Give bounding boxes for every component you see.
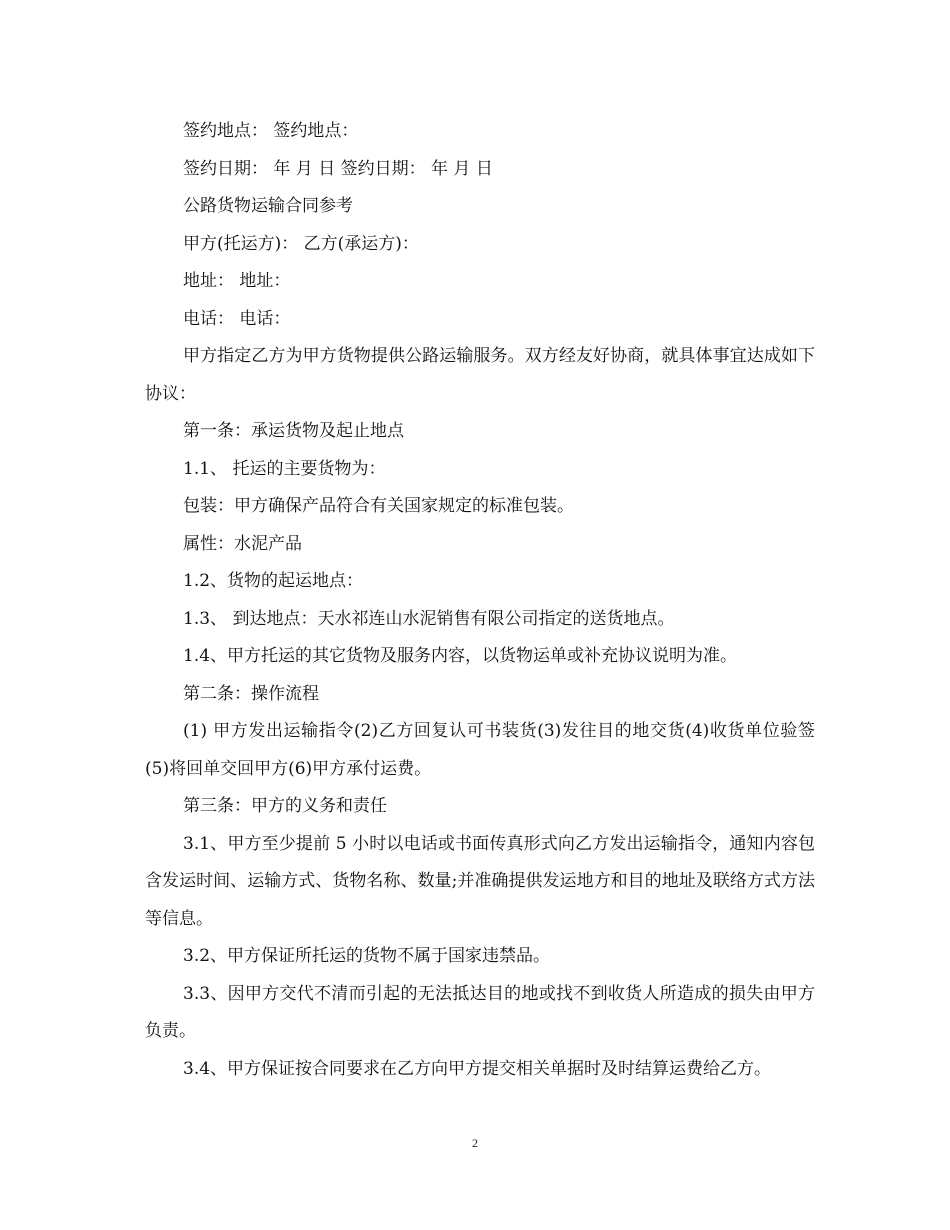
paragraph-clause-3-2: 3.2、甲方保证所托运的货物不属于国家违禁品。	[183, 946, 551, 966]
paragraph-parties: 甲方(托运方)： 乙方(承运方)：	[183, 233, 419, 254]
paragraph-article-2-heading: 第二条：操作流程	[183, 683, 319, 704]
paragraph-address: 地址： 地址：	[183, 271, 291, 291]
paragraph-clause-1-4: 1.4、甲方托运的其它货物及服务内容，以货物运单或补充协议说明为准。	[183, 646, 738, 666]
paragraph-attribute: 属性：水泥产品	[183, 533, 302, 554]
paragraph-clause-1-1: 1.1、 托运的主要货物为：	[183, 458, 386, 479]
paragraph-clause-3-3: 3.3、因甲方交代不清而引起的无法抵达目的地或找不到收货人所造成的损失由甲方负责。	[145, 983, 815, 1041]
paragraph-clause-1-2: 1.2、货物的起运地点：	[183, 571, 364, 591]
paragraph-article-1-heading: 第一条：承运货物及起止地点	[183, 421, 404, 441]
paragraph-preamble: 甲方指定乙方为甲方货物提供公路运输服务。双方经友好协商，就具体事宜达成如下协议：	[145, 346, 815, 404]
paragraph-clause-3-1: 3.1、甲方至少提前 5 小时以电话或书面传真形式向乙方发出运输指令，通知内容包含发运时间、运输方式、货物名称、数量;并准确提供发运地方和目的地址及联络方式方法等信息。	[145, 833, 815, 929]
paragraph-operation-flow: (1) 甲方发出运输指令(2)乙方回复认可书装货(3)发往目的地交货(4)收货单位验签(5)将回单交回甲方(6)甲方承付运费。	[145, 721, 815, 779]
document-body	[145, 113, 815, 1088]
paragraph-article-3-heading: 第三条：甲方的义务和责任	[183, 796, 387, 816]
paragraph-clause-3-4: 3.4、甲方保证按合同要求在乙方向甲方提交相关单据时及时结算运费给乙方。	[183, 1058, 772, 1079]
paragraph-phone: 电话： 电话：	[183, 308, 291, 329]
paragraph-signing-place: 签约地点： 签约地点：	[183, 121, 359, 141]
paragraph-packaging: 包装：甲方确保产品符合有关国家规定的标准包装。	[183, 496, 574, 516]
paragraph-contract-title: 公路货物运输合同参考	[183, 196, 353, 216]
page-number: 2	[472, 1136, 478, 1150]
paragraph-signing-date: 签约日期： 年 月 日 签约日期： 年 月 日	[183, 158, 493, 179]
paragraph-clause-1-3: 1.3、 到达地点：天水祁连山水泥销售有限公司指定的送货地点。	[183, 608, 675, 629]
